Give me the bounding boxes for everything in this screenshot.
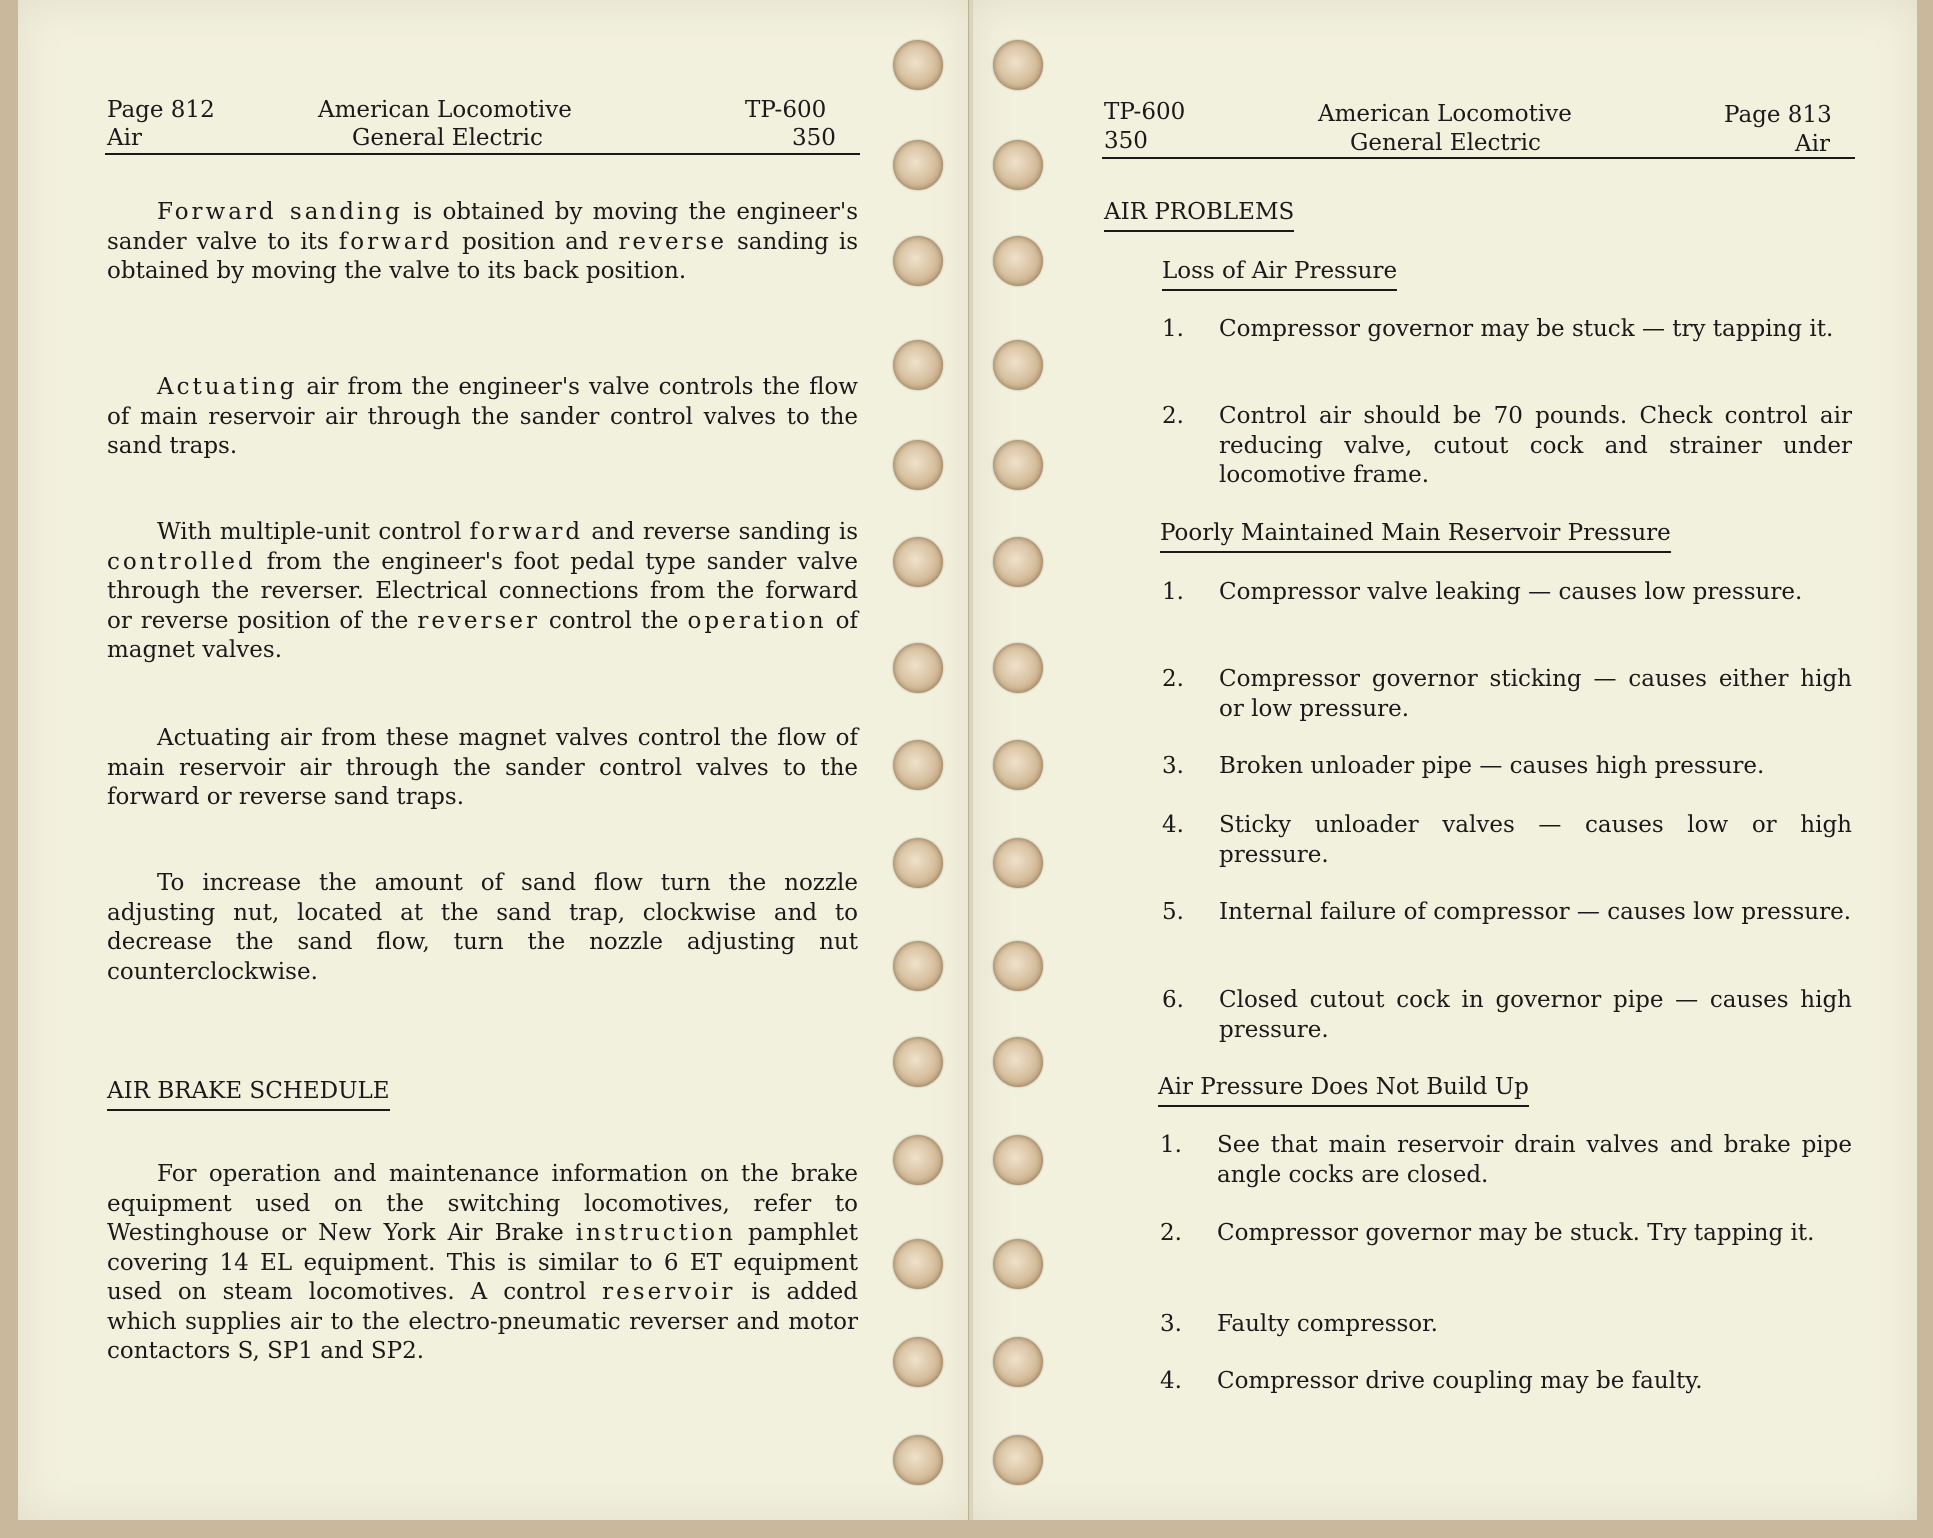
binding-hole	[993, 440, 1043, 490]
list-item	[1162, 752, 1852, 782]
spaced-word: forward	[469, 519, 584, 545]
text-run: of magnet valves.	[107, 607, 858, 663]
model-number: 350	[792, 125, 836, 151]
item-text: Compressor governor may be stuck. Try tapping it.	[1217, 1220, 1815, 1246]
section-label: Air	[1795, 131, 1830, 157]
text-run: control the	[539, 607, 688, 634]
binding-seam	[968, 0, 973, 1520]
binding-hole	[993, 1239, 1043, 1289]
binding-hole	[993, 1337, 1043, 1387]
item-number: 5.	[1162, 899, 1184, 925]
binding-hole	[993, 1435, 1043, 1485]
list-item	[1160, 1131, 1852, 1191]
binding-hole	[993, 140, 1043, 190]
item-text: Compressor valve leaking — causes low pressure.	[1219, 579, 1803, 605]
binding-hole	[993, 1037, 1043, 1087]
binding-hole	[993, 40, 1043, 90]
binding-hole	[893, 1435, 943, 1485]
page-number: Page 813	[1724, 102, 1832, 128]
page-number: Page 812	[107, 97, 215, 123]
binding-hole	[893, 1239, 943, 1289]
binding-hole	[993, 941, 1043, 991]
list-item	[1162, 665, 1852, 725]
header-title-1: American Locomotive	[318, 97, 572, 123]
spaced-word: operation	[687, 607, 827, 634]
list-item	[1162, 898, 1852, 958]
item-number: 1.	[1160, 1132, 1182, 1158]
header-title-1: American Locomotive	[1318, 101, 1572, 127]
text-run: from the engineer's foot pedal type sander valve through the reverser. Electrical connections from the forward or reverse position of the	[107, 548, 858, 634]
subheading-loss-of-air-pressure: Loss of Air Pressure	[1162, 257, 1397, 291]
item-number: 1.	[1162, 579, 1184, 605]
binding-hole	[993, 838, 1043, 888]
header-rule	[1102, 157, 1855, 159]
right-page	[972, 0, 1917, 1520]
subheading-air-pressure-not-build: Air Pressure Does Not Build Up	[1158, 1073, 1529, 1107]
item-text: Compressor governor may be stuck — try tapping it.	[1219, 316, 1834, 342]
spaced-word: reverse	[618, 228, 727, 255]
item-text: Control air should be 70 pounds. Check control air reducing valve, cutout cock and strainer under locomotive frame.	[1219, 403, 1852, 488]
doc-number: TP-600	[745, 97, 827, 123]
binding-hole	[893, 838, 943, 888]
binding-hole	[993, 236, 1043, 286]
spaced-word: reservoir	[602, 1279, 736, 1305]
section-label: Air	[107, 125, 142, 151]
list-item	[1160, 1310, 1852, 1340]
binding-hole	[993, 643, 1043, 693]
item-number: 3.	[1160, 1311, 1182, 1337]
item-number: 6.	[1162, 987, 1184, 1013]
spaced-word: controlled	[107, 548, 256, 575]
item-text: See that main reservoir drain valves and brake pipe angle cocks are closed.	[1217, 1132, 1852, 1188]
header-title-2: General Electric	[1350, 130, 1541, 156]
item-number: 2.	[1162, 403, 1184, 429]
left-page	[18, 0, 970, 1520]
header-rule	[105, 153, 860, 155]
paragraph-multiple-unit	[107, 518, 858, 666]
text-run: For operation and maintenance information on the brake equipment used on the switching locomotives, refer to Westinghouse or New York Air Brake	[107, 1161, 858, 1246]
paragraph-forward-sanding	[107, 198, 858, 287]
text-run: pamphlet covering 14 EL equipment. This is similar to 6 ET equipment used on steam locomotives. A control	[107, 1220, 858, 1305]
text-run: position and	[452, 228, 619, 255]
binding-hole	[893, 537, 943, 587]
binding-hole	[993, 740, 1043, 790]
list-item	[1160, 1219, 1852, 1279]
list-item	[1162, 578, 1852, 638]
binding-hole	[893, 440, 943, 490]
text-run: is added which supplies air to the electro-pneumatic reverser and motor contactors S, SP1 and SP2.	[107, 1279, 859, 1364]
binding-hole	[893, 740, 943, 790]
spaced-word: Forward sanding	[157, 199, 403, 225]
binding-hole	[993, 340, 1043, 390]
item-text: Internal failure of compressor — causes low pressure.	[1219, 899, 1852, 925]
list-item	[1162, 402, 1852, 492]
list-item	[1162, 315, 1852, 375]
model-number: 350	[1104, 128, 1148, 154]
spaced-word: Actuating	[157, 374, 298, 400]
item-text: Closed cutout cock in governor pipe — causes high pressure.	[1219, 987, 1852, 1043]
item-text: Compressor governor sticking — causes either high or low pressure.	[1219, 666, 1852, 722]
item-number: 4.	[1162, 812, 1184, 838]
list-item	[1162, 986, 1852, 1046]
item-text: Compressor drive coupling may be faulty.	[1217, 1368, 1703, 1394]
main-heading-air-problems: AIR PROBLEMS	[1104, 198, 1294, 232]
section-heading-air-brake: AIR BRAKE SCHEDULE	[107, 1077, 390, 1111]
spaced-word: forward	[338, 228, 453, 255]
binding-hole	[993, 1135, 1043, 1185]
binding-hole	[893, 1337, 943, 1387]
spaced-word: reverser	[417, 607, 540, 634]
item-number: 2.	[1160, 1220, 1182, 1246]
text-run: is obtained by moving the engineer's sander valve to its	[107, 199, 859, 255]
binding-hole	[893, 1135, 943, 1185]
item-number: 4.	[1160, 1368, 1182, 1394]
item-number: 3.	[1162, 753, 1184, 779]
paragraph-air-brake-schedule	[107, 1160, 858, 1367]
list-item	[1162, 811, 1852, 871]
item-text: Faulty compressor.	[1217, 1311, 1438, 1337]
text-run: With multiple-unit control	[157, 519, 470, 545]
binding-hole	[893, 340, 943, 390]
paragraph-sand-flow: To increase the amount of sand flow turn the nozzle adjusting nut, located at the sand trap, clockwise and to decrease the sand flow, turn the nozzle adjusting nut counterclockwise.	[107, 870, 858, 985]
text-run: air from the engineer's valve controls the flow of main reservoir air through the sander control valves to the sand traps.	[107, 374, 858, 459]
item-text: Broken unloader pipe — causes high pressure.	[1219, 753, 1765, 779]
subheading-poorly-maintained: Poorly Maintained Main Reservoir Pressure	[1160, 519, 1671, 553]
item-number: 1.	[1162, 316, 1184, 342]
text-run: and reverse sanding is	[583, 519, 859, 545]
paragraph-actuating-air	[107, 373, 858, 462]
binding-hole	[893, 140, 943, 190]
header-title-2: General Electric	[352, 125, 543, 151]
paragraph-magnet-valves: Actuating air from these magnet valves control the flow of main reservoir air through the sander control valves to the forward or reverse sand traps.	[107, 725, 858, 810]
item-text: Sticky unloader valves — causes low or high pressure.	[1219, 812, 1852, 868]
binding-hole	[893, 236, 943, 286]
list-item	[1160, 1367, 1852, 1397]
item-number: 2.	[1162, 666, 1184, 692]
text-run: sanding is obtained by moving the valve to its back position.	[107, 228, 859, 284]
binding-hole	[993, 537, 1043, 587]
spaced-word: instruction	[575, 1220, 736, 1246]
binding-hole	[893, 643, 943, 693]
doc-number: TP-600	[1104, 99, 1186, 125]
binding-hole	[893, 40, 943, 90]
binding-hole	[893, 941, 943, 991]
binding-hole	[893, 1037, 943, 1087]
